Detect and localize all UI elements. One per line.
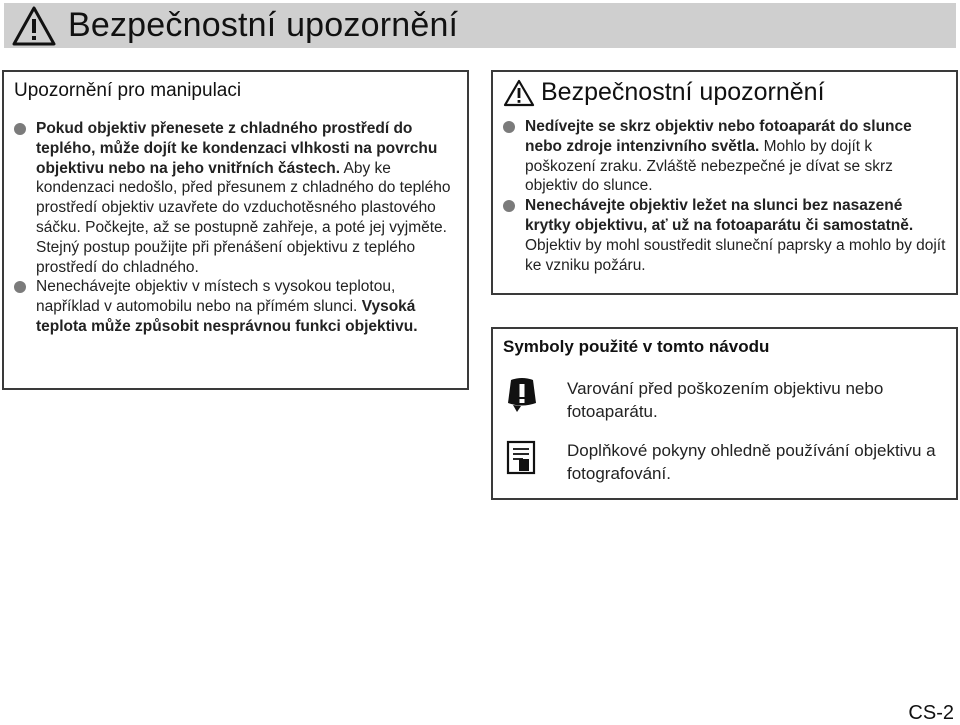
page-number: CS-2 bbox=[908, 702, 954, 724]
bullet-dot-icon bbox=[14, 281, 26, 293]
item-text: Nenechávejte objektiv v místech s vysokou teplotou, například v automobilu nebo na přímém slunci. bbox=[36, 278, 396, 316]
caution-exclamation-icon bbox=[505, 377, 539, 413]
safety-title: Bezpečnostní upozornění bbox=[541, 78, 825, 106]
symbol-text: Doplňkové pokyny ohledně používání objektivu a fotografování. bbox=[567, 441, 936, 483]
page-header bbox=[4, 3, 956, 48]
safety-title-row bbox=[503, 78, 946, 107]
bullet-dot-icon bbox=[503, 200, 515, 212]
warning-triangle-icon bbox=[503, 79, 535, 107]
safety-list bbox=[503, 117, 946, 275]
item-bold-text: Vysoká teplota může způsobit nesprávnou funkci objektivu. bbox=[36, 298, 418, 335]
item-text: Objektiv by mohl soustředit sluneční paprsky a mohlo by dojít ke vzniku požáru. bbox=[525, 236, 946, 274]
symbol-row bbox=[503, 439, 946, 485]
symbols-title: Symboly použité v tomto návodu bbox=[503, 337, 770, 356]
item-bold-text: Nenechávejte objektiv ležet na slunci bez nasazené krytky objektivu, ať už na fotoaparátu či samostatně. bbox=[525, 197, 914, 234]
item-text: Aby ke kondenzaci nedošlo, před přesunem z chladného do teplého prostředí objektiv uzavřete do vzduchotěsného plastového sáčku. Počkejte, až se postupně zahřeje, a poté jej vyjměte. Stejný postup použijte při přenášení objektivu z teplého prostředí do chladného. bbox=[36, 159, 451, 276]
list-item bbox=[503, 196, 946, 275]
page-title: Bezpečnostní upozornění bbox=[68, 6, 459, 44]
bullet-dot-icon bbox=[503, 121, 515, 133]
symbols-box bbox=[491, 327, 958, 500]
list-item bbox=[14, 119, 457, 277]
safety-box bbox=[491, 70, 958, 295]
symbol-text: Varování před poškozením objektivu nebo fotoaparátu. bbox=[567, 379, 884, 421]
item-bold-text: Nedívejte se skrz objektiv nebo fotoaparát do slunce nebo zdroje intenzivního světla. bbox=[525, 118, 912, 155]
symbol-row bbox=[503, 377, 946, 423]
handling-box bbox=[2, 70, 469, 390]
list-item bbox=[14, 277, 457, 336]
list-item bbox=[503, 117, 946, 196]
item-text: Mohlo by dojít k poškození zraku. Zvláště nebezpečné je dívat se skrz objektiv do slunce. bbox=[525, 137, 893, 195]
warning-triangle-icon bbox=[12, 6, 56, 46]
item-bold-text: Pokud objektiv přenesete z chladného prostředí do teplého, může dojít ke kondenzaci vlhkosti na povrchu objektivu nebo na jeho vnitřních částech. bbox=[36, 120, 438, 177]
handling-list bbox=[14, 119, 457, 337]
handling-title: Upozornění pro manipulaci bbox=[14, 80, 242, 101]
memo-note-icon bbox=[505, 439, 539, 475]
bullet-dot-icon bbox=[14, 123, 26, 135]
